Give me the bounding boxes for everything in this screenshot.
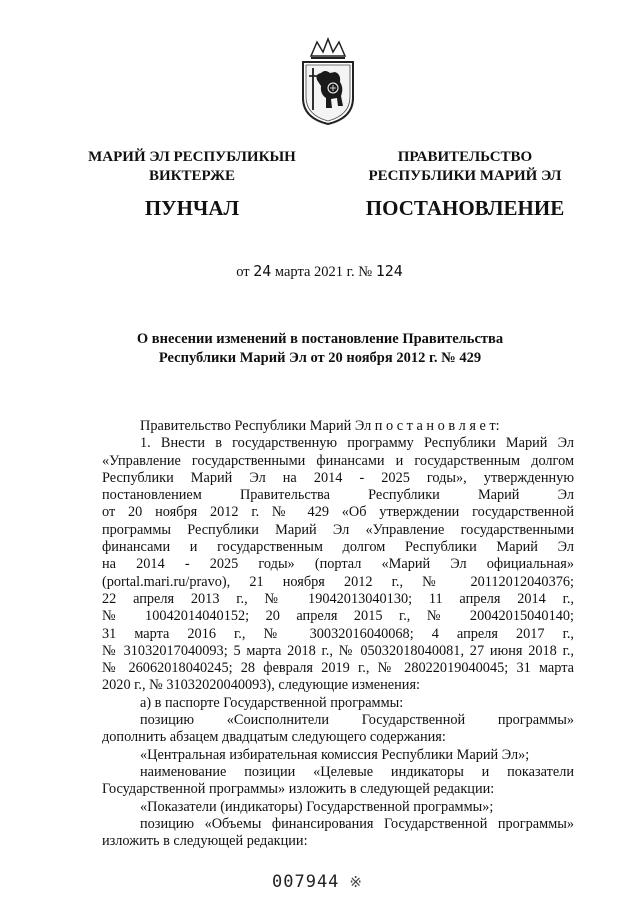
body-line: 22 апреля 2013 г., № 19042013040130; 11 апреля 2014 г., [102,590,574,607]
body-line: Правительство Республики Марий Эл п о с т а н о в л я е т: [140,418,500,434]
body-line: Республики Марий Эл на 2014 - 2025 годы», утвержденную [102,469,574,486]
serial-digits: 007944 [272,872,340,892]
body-line: финансами и государственным долгом Республики Марий Эл [102,539,574,556]
header-left-block [72,148,312,220]
body-line: № 31032017040093; 5 марта 2018 г., № 05032018040081, 27 июня 2018 г., [102,642,574,659]
document-title [60,330,580,368]
body-line: № 10042014040152; 20 апреля 2015 г., № 20042015040140; [102,608,574,625]
date-day: 24 [253,262,272,280]
body-line: от 20 ноября 2012 г. № 429 «Об утверждении государственной [102,504,574,521]
document-body [102,418,574,850]
header-right-line2: РЕСПУБЛИКИ МАРИЙ ЭЛ [368,168,562,184]
body-line: 31 марта 2016 г., № 30032016040068; 4 апреля 2017 г., [102,625,574,642]
title-line1: О внесении изменений в постановление Правительства [136,331,504,347]
body-line: постановлением Правительства Республики Марий Эл [102,487,574,504]
body-line: «Центральная избирательная комиссия Республики Марий Эл»; [140,746,530,763]
date-prefix: от [236,264,250,280]
header-right-line1: ПРАВИТЕЛЬСТВО [397,149,533,165]
header-left-line1: МАРИЙ ЭЛ РЕСПУБЛИКЫН [88,149,296,165]
body-line: наименование позиции «Целевые индикаторы и показатели [140,763,574,780]
header-right-doc-type: ПОСТАНОВЛЕНИЕ [365,196,565,220]
coat-of-arms-emblem [297,36,359,126]
body-line: а) в паспорте Государственной программы: [140,694,404,711]
document-number: 124 [375,262,403,280]
date-month-year: марта 2021 г. № [274,264,373,280]
body-line: позицию «Соисполнители Государственной программы» [140,712,574,729]
document-date-number [0,262,639,281]
header-right-block [330,148,600,220]
header-left-line2: ВИКТЕРЖЕ [148,168,236,184]
body-line: № 26062018040245; 28 февраля 2019 г., № 28022019040045; 31 марта [102,660,574,677]
body-line: «Управление государственными финансами и государственным долгом [102,452,574,469]
body-line: Государственной программы» изложить в следующей редакции: [102,781,495,798]
header-left-doc-type: ПУНЧАЛ [144,196,240,220]
body-line: «Показатели (индикаторы) Государственной программы»; [140,798,494,815]
serial-mark-icon: ※ [349,873,363,891]
body-line: программы Республики Марий Эл «Управление государственными [102,521,574,538]
body-line: позицию «Объемы финансирования Государственной программы» [140,815,574,832]
body-line: 2020 г., № 31032020040093), следующие изменения: [102,677,421,694]
body-line: на 2014 - 2025 годы» (портал «Марий Эл официальная» [102,556,574,573]
body-line: (portal.mari.ru/pravo), 21 ноября 2012 г., № 20112012040376; [102,573,574,590]
form-serial-number [272,872,363,892]
title-line2: Республики Марий Эл от 20 ноября 2012 г. № 429 [158,350,482,366]
body-line: изложить в следующей редакции: [102,833,308,850]
body-line: 1. Внести в государственную программу Республики Марий Эл [140,435,574,452]
body-line: дополнить абзацем двадцатым следующего содержания: [102,729,446,746]
